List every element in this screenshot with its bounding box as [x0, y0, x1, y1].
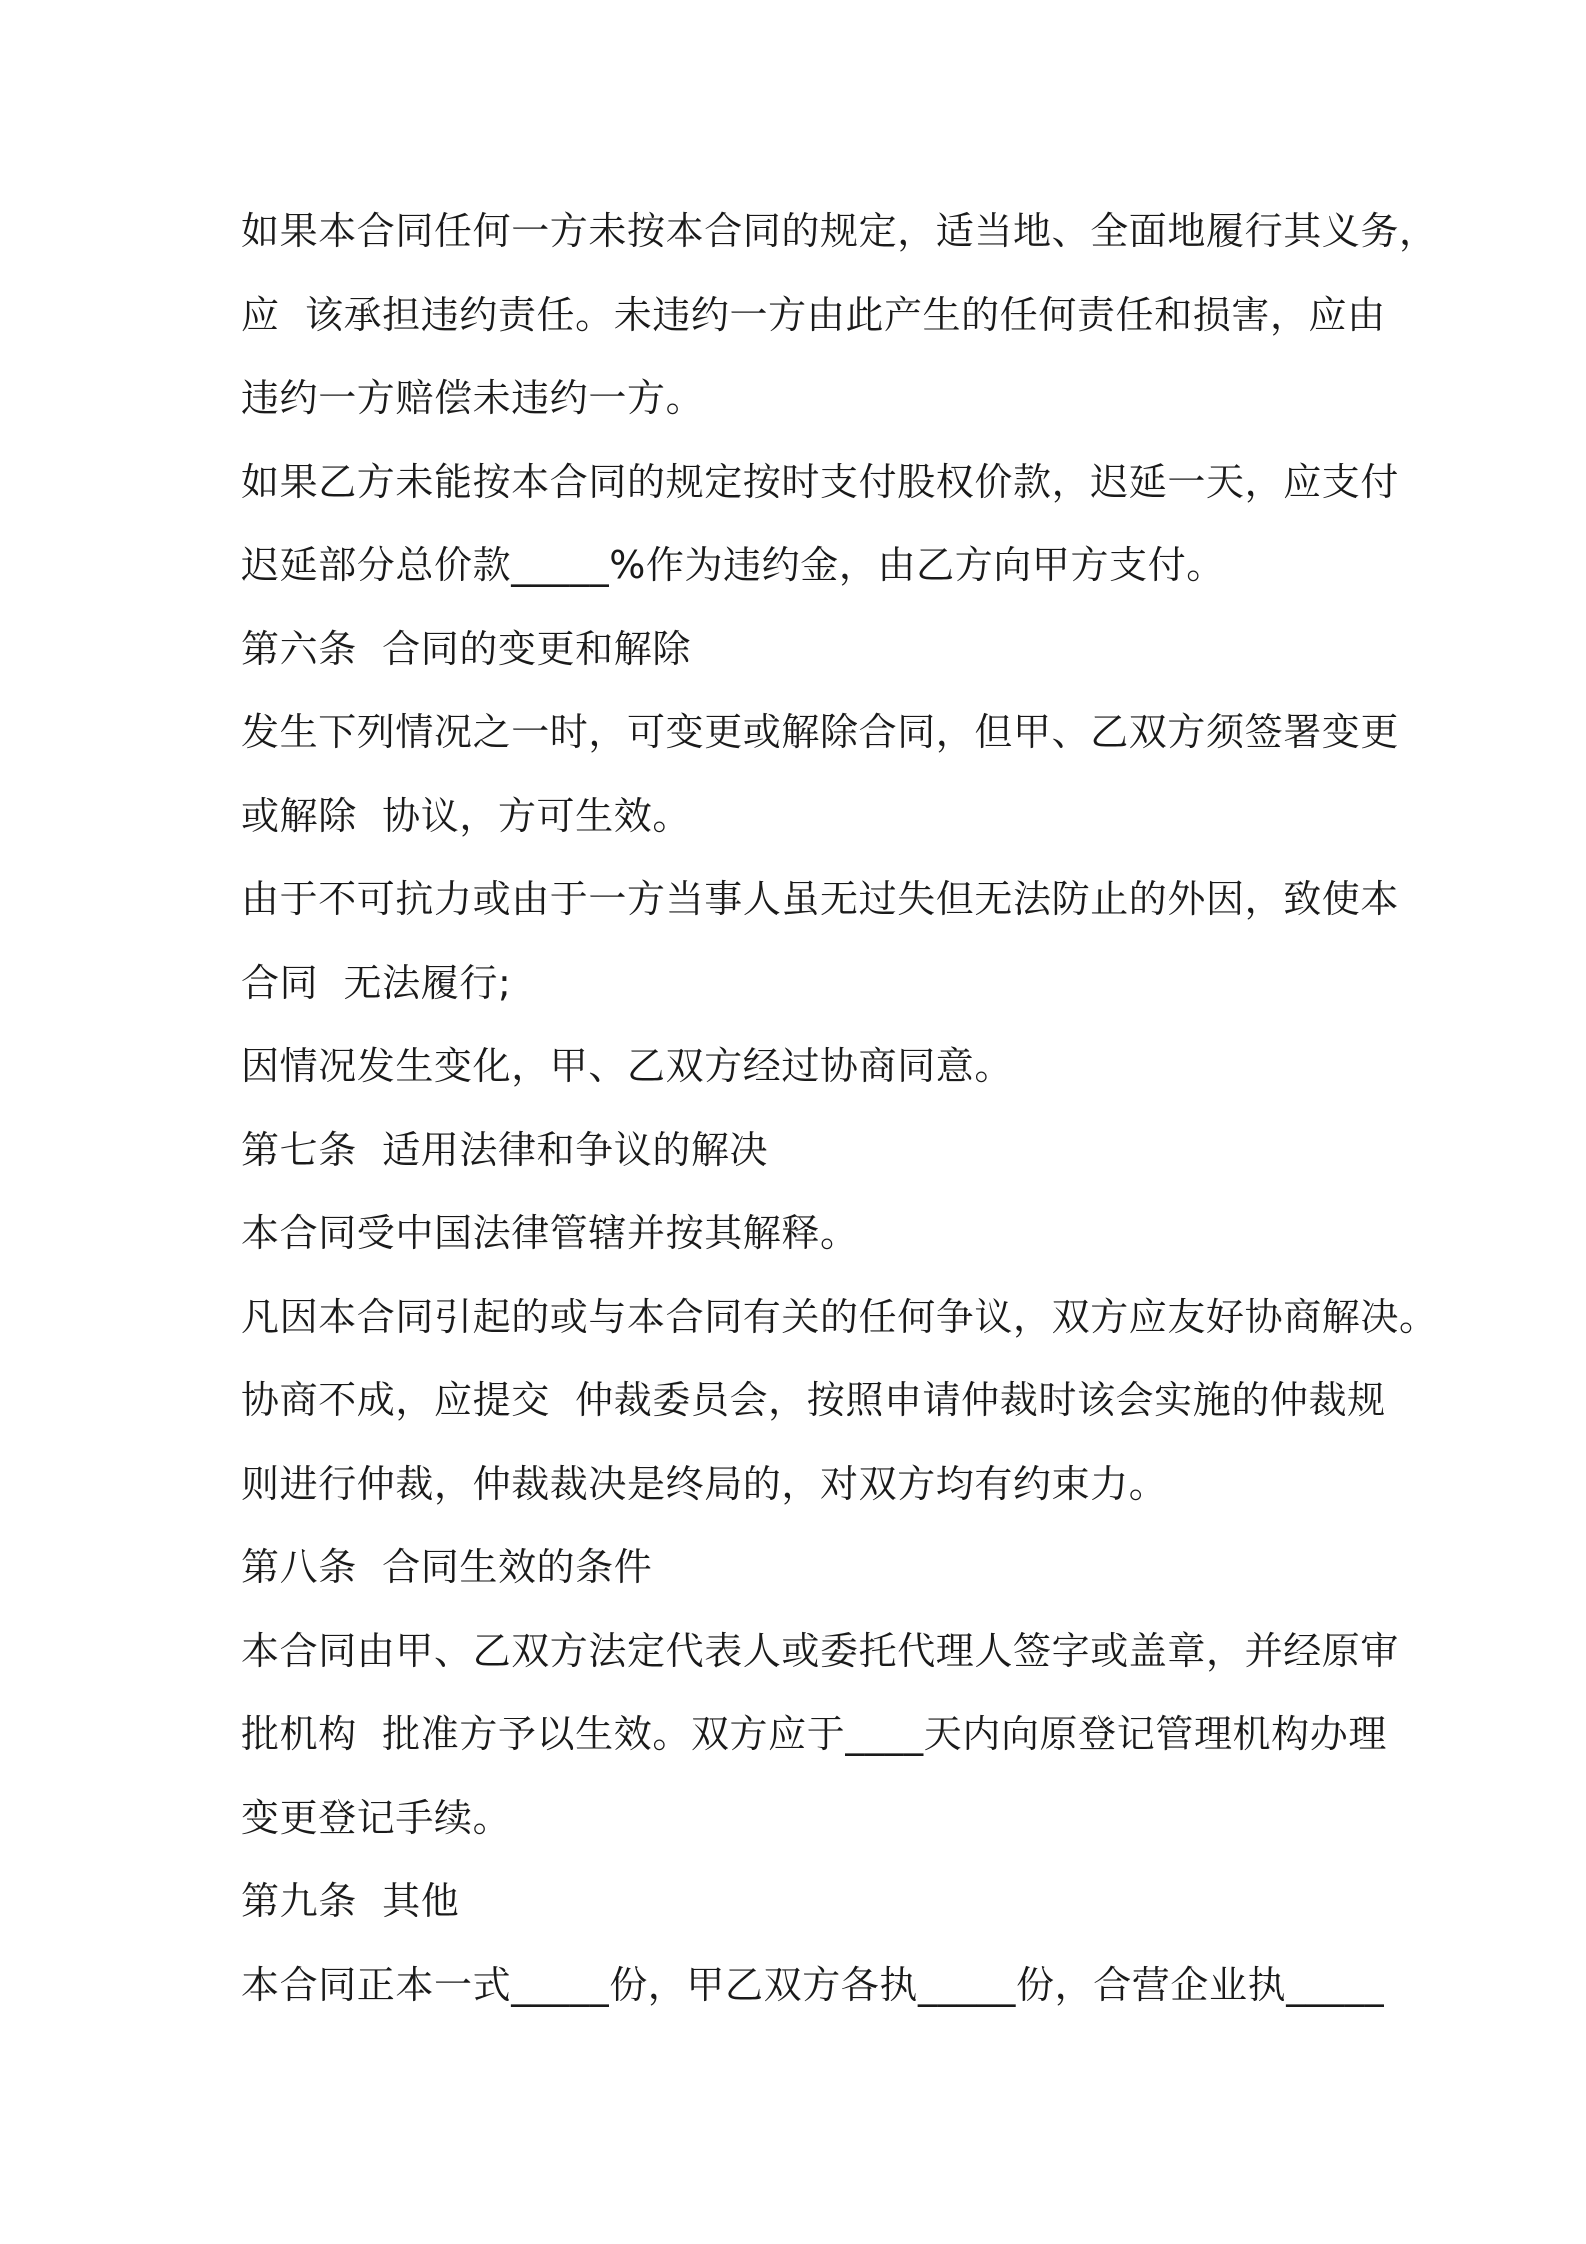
section-heading-6: 第六条 合同的变更和解除 [241, 626, 691, 671]
text-line: 违约一方赔偿未违约一方。 [241, 376, 705, 420]
text-line: 应 该承担违约责任。未违约一方由此产生的任何责任和损害，应由 [241, 292, 1386, 337]
text-line: 凡因本合同引起的或与本合同有关的任何争议，双方应友好协商解决。 [241, 1294, 1438, 1339]
text-line: 本合同正本一式_____份，甲乙双方各执_____份，合营企业执_____ [241, 1962, 1385, 2007]
text-line: 如果本合同任何一方未按本合同的规定，适当地、全面地履行其义务， [241, 209, 1438, 253]
text-line: 则进行仲裁，仲裁裁决是终局的，对双方均有约束力。 [241, 1461, 1168, 1506]
text-line: 由于不可抗力或由于一方当事人虽无过失但无法防止的外因，致使本 [241, 877, 1400, 921]
text-line: 迟延部分总价款_____%作为违约金，由乙方向甲方支付。 [241, 543, 1225, 587]
text-line: 批机构 批准方予以生效。双方应于____天内向原登记管理机构办理 [241, 1712, 1387, 1756]
text-line: 本合同受中国法律管辖并按其解释。 [241, 1211, 859, 1255]
section-heading-8: 第八条 合同生效的条件 [241, 1545, 653, 1589]
text-line: 因情况发生变化，甲、乙双方经过协商同意。 [241, 1044, 1014, 1088]
text-line: 本合同由甲、乙双方法定代表人或委托代理人签字或盖章，并经原审 [241, 1628, 1400, 1673]
text-line: 合同 无法履行; [241, 960, 512, 1005]
section-heading-7: 第七条 适用法律和争议的解决 [241, 1127, 769, 1172]
text-line: 变更登记手续。 [241, 1795, 512, 1840]
section-heading-9: 第九条 其他 [241, 1879, 460, 1923]
text-line: 协商不成，应提交 仲裁委员会，按照申请仲裁时该会实施的仲裁规 [241, 1378, 1386, 1422]
contract-text [241, 201, 1438, 2038]
text-line: 或解除 协议，方可生效。 [241, 793, 691, 838]
text-line: 如果乙方未能按本合同的规定按时支付股权价款，迟延一天，应支付 [241, 459, 1400, 504]
text-line: 发生下列情况之一时，可变更或解除合同，但甲、乙双方须签署变更 [241, 710, 1400, 754]
